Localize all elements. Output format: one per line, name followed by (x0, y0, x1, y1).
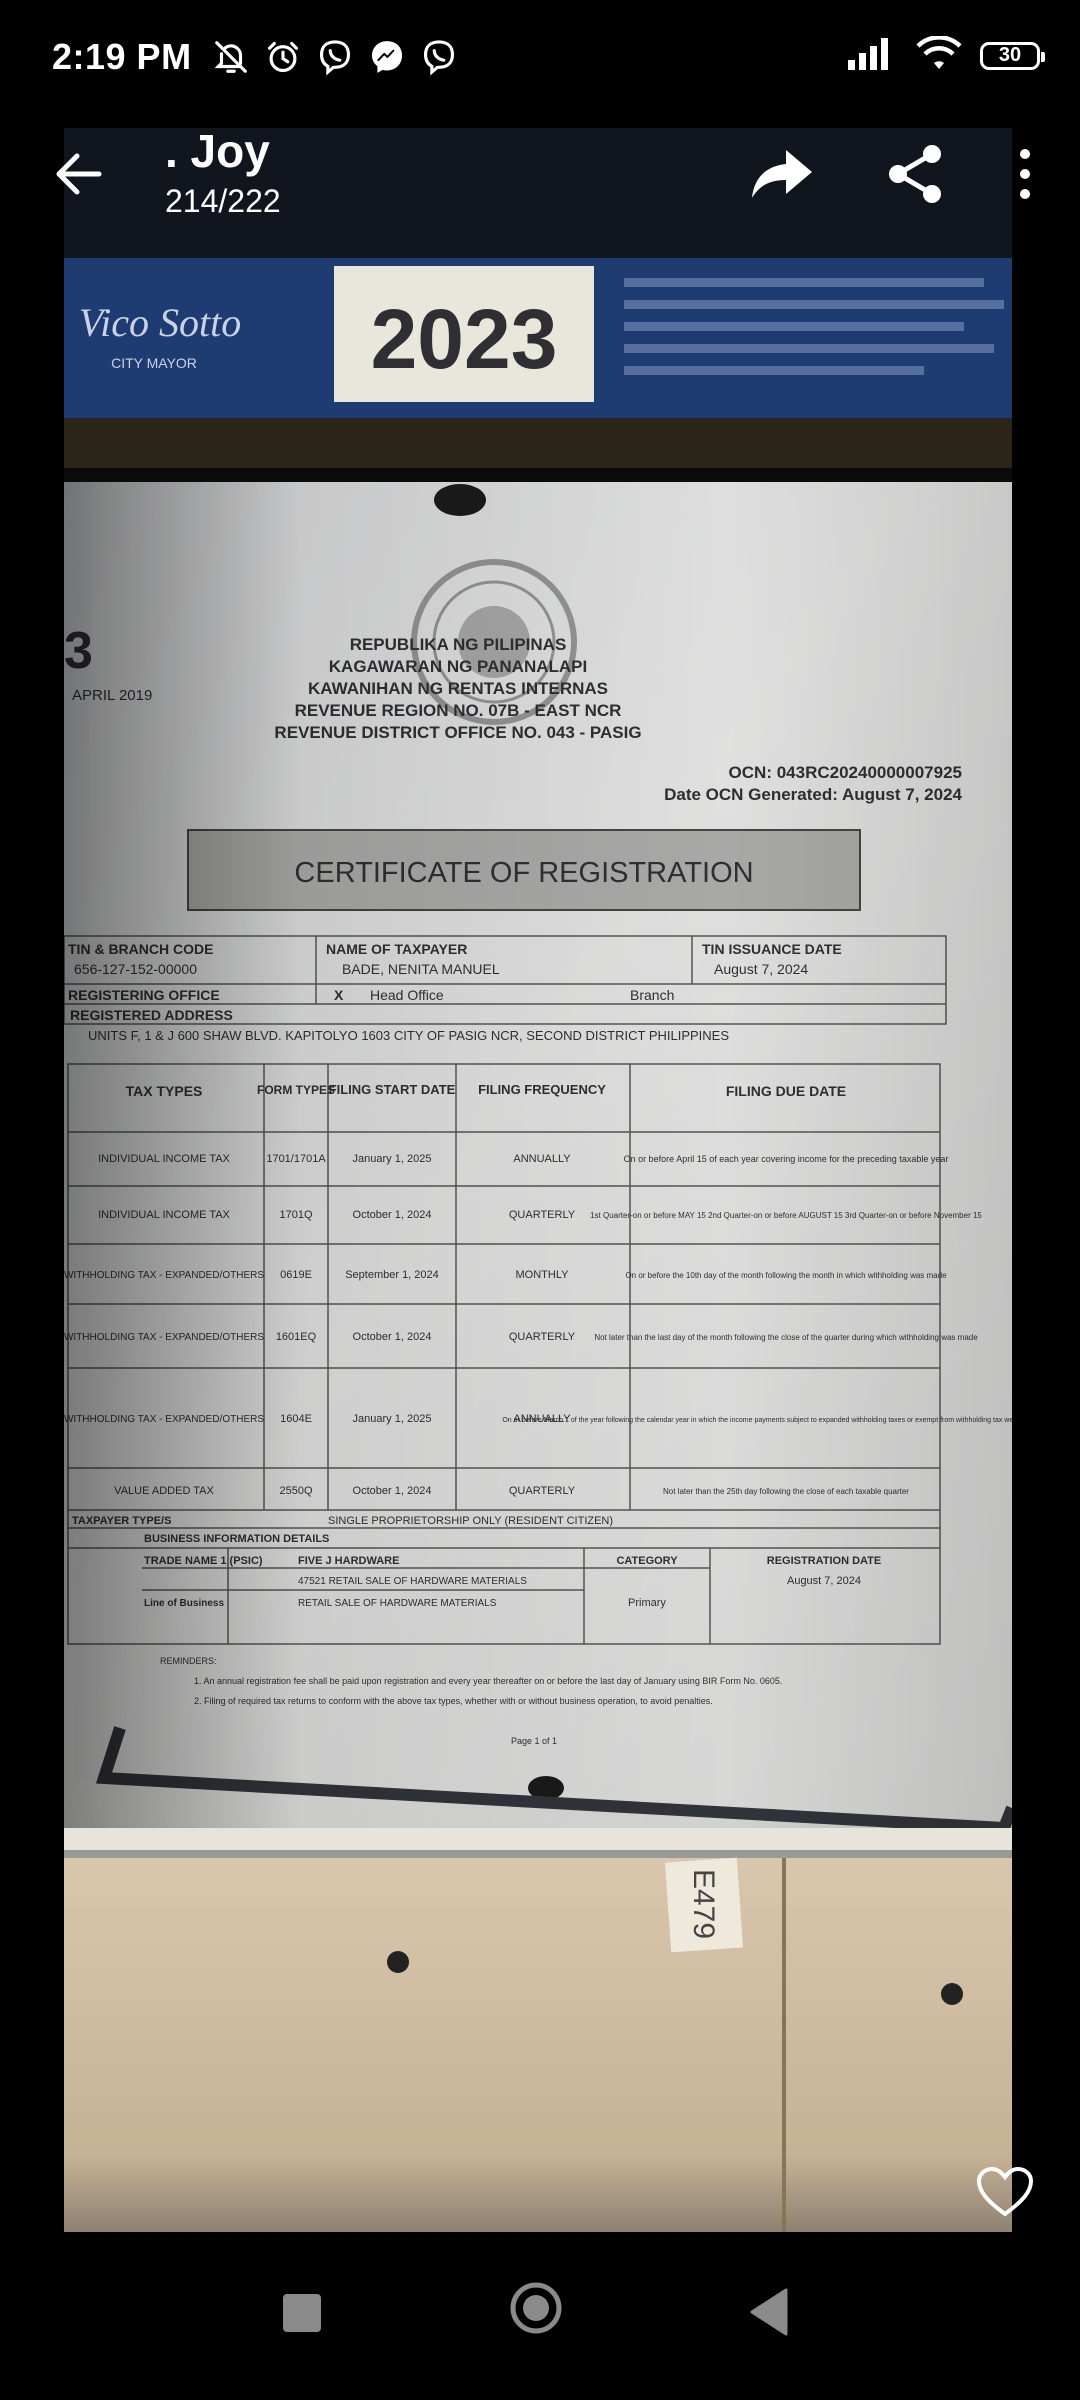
arrow-left-icon (53, 152, 103, 196)
photo-viewer[interactable] (64, 128, 1012, 2232)
forward-arrow-icon (748, 144, 816, 204)
status-bar (0, 0, 1080, 120)
viber-icon (420, 38, 458, 81)
back-triangle-icon (746, 2286, 790, 2338)
battery-icon: 30 (980, 42, 1040, 70)
home-circle-icon (508, 2280, 564, 2336)
wall-trim (64, 1828, 1012, 1858)
like-button[interactable] (976, 2166, 1034, 2218)
signal-icon (848, 36, 898, 75)
more-options-button[interactable] (1008, 142, 1042, 206)
system-indicators (848, 36, 1040, 75)
alarm-icon (264, 38, 302, 81)
certificate-photo (64, 128, 1012, 2232)
media-counter: 214/222 (165, 183, 281, 219)
banner-year: 2023 (370, 292, 558, 386)
share-icon (884, 142, 948, 206)
viber-icon (316, 38, 354, 81)
recents-square-icon[interactable] (283, 2294, 321, 2332)
nav-back-button[interactable] (746, 2286, 790, 2338)
title-block (165, 124, 281, 222)
forward-button[interactable] (748, 144, 816, 204)
home-button[interactable] (508, 2280, 564, 2336)
banner-signature: Vico Sotto (78, 300, 242, 345)
viewer-top-bar (0, 120, 1080, 230)
wifi-icon (916, 36, 962, 75)
bell-off-icon (212, 38, 250, 81)
navigation-bar (0, 2232, 1080, 2400)
banner-caption: CITY MAYOR (111, 355, 197, 371)
asset-sticker: E479 (687, 1868, 720, 1940)
back-button[interactable] (46, 142, 110, 206)
status-time: 2:19 PM (52, 36, 192, 77)
chat-title: . Joy (165, 125, 270, 177)
notification-icons (212, 38, 458, 81)
share-button[interactable] (884, 142, 948, 206)
more-vertical-icon (1008, 142, 1042, 206)
heart-icon (976, 2166, 1034, 2218)
messenger-icon (368, 38, 406, 81)
